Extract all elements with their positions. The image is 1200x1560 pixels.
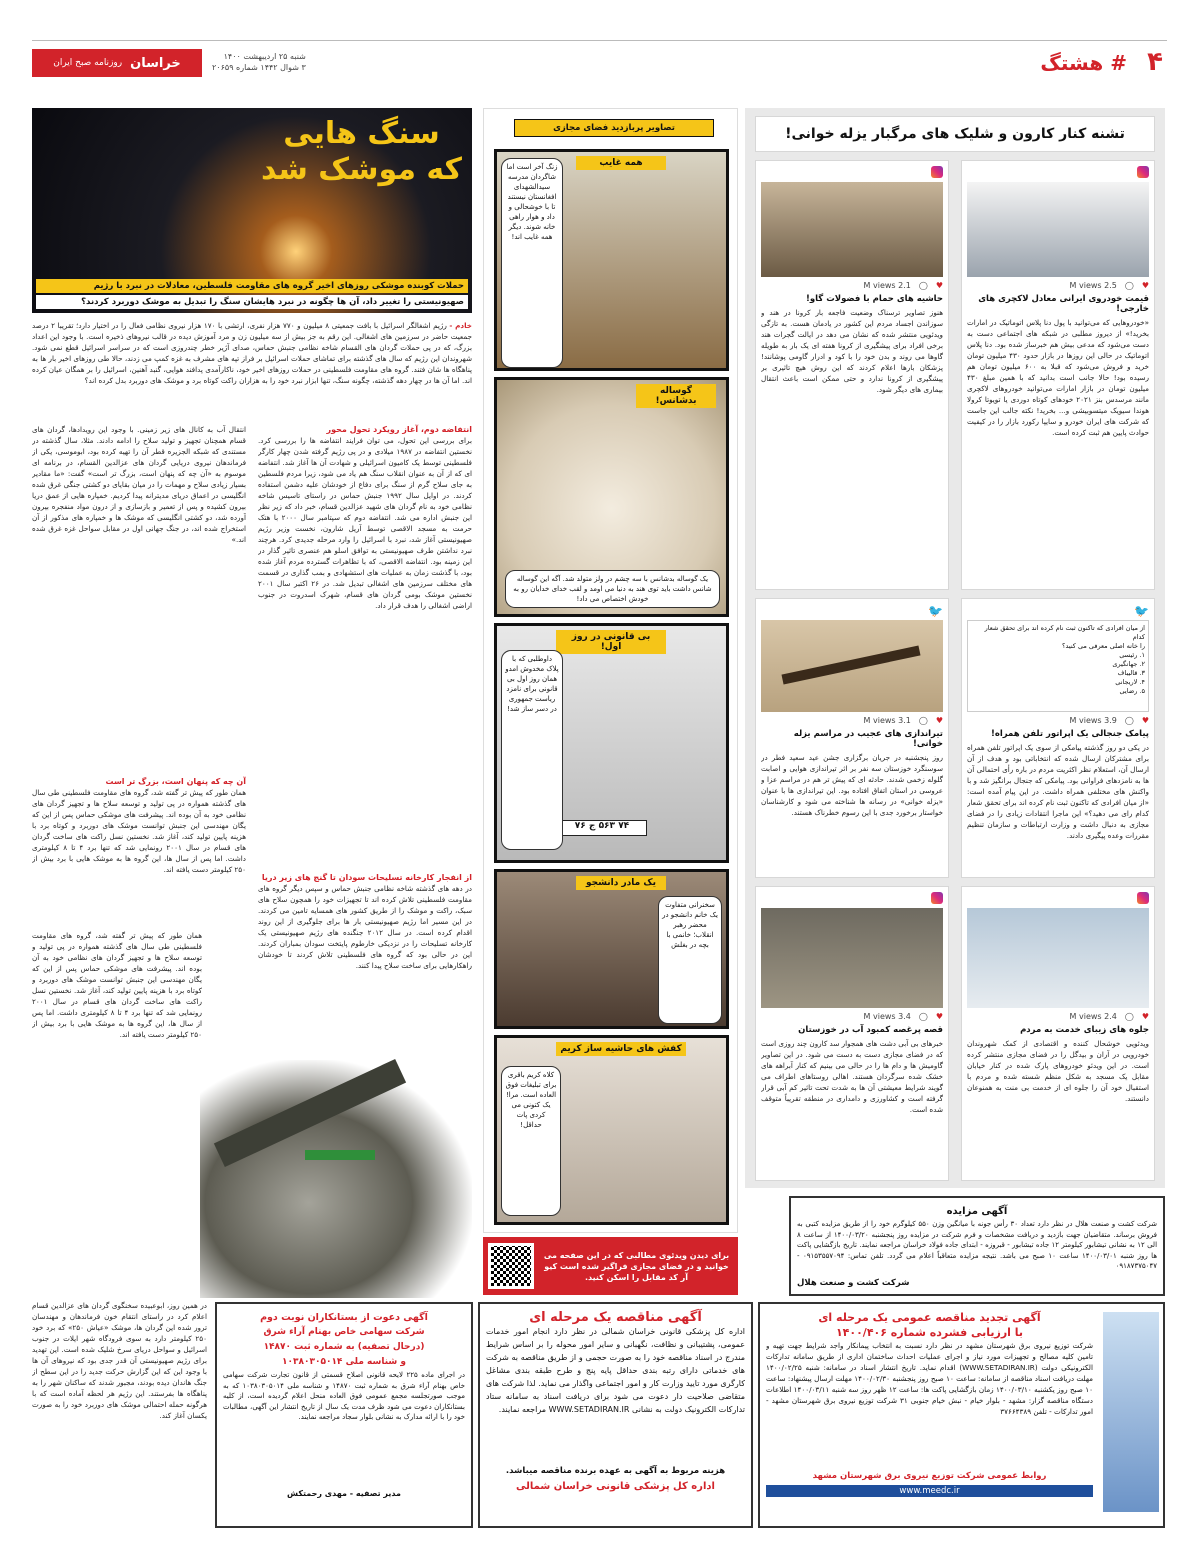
panel-title: کفش های حاشیه ساز کریم — [556, 1042, 686, 1056]
hashtag-title: تشنه کنار کارون و شلیک های مرگبار یزله خوانی! — [755, 116, 1155, 152]
tweet-card: از میان افرادی که تاکنون ثبت نام کرده اند برای تحقق شعار کدام را خانه اصلی معرفی می کنید؟ ۱. رئیسی ۲. جهانگیری ۳. قالیباف ۴. لاریجانی ۵. رضایی — [967, 620, 1149, 712]
panel-karim-shoes — [494, 1035, 729, 1225]
feature-col-right-2: از انفجار کارخانه تسلیحات سودان تا گنج های زیر دریا در دهه های گذشته شاخه نظامی جنبش حماس و سپس دیگر گروه های مقاومت فلسطینی تلاش کرده اند تا تجهیزات خود را همچون سلاح های سبک، راکت و موشک را از طریق کشور های همسایه تامین می کردند. در این مسیر اما رژیم صهیونیستی بار ها برای جلوگیری از این روند اقدام کرده است. در سال ۲۰۱۲ جنگنده های رژیم صهیونیستی یک کارخانه تسلیحات را در نزدیکی خارطوم پایتخت سودان بمباران کردند. این در حالی بود که گروه های فلسطینی تلاش کردند تا خودشان راهکارهایی برای ساخت سلاح پیدا کنند. — [258, 873, 472, 970]
qr-code-icon[interactable] — [488, 1243, 534, 1289]
instagram-icon — [1137, 892, 1149, 904]
panel-absent-students — [494, 149, 729, 371]
comment-icon[interactable]: ◯ — [918, 281, 928, 290]
license-plate: ۷۴ ۵۶۳ ج ۷۶ — [557, 820, 647, 836]
speech-bubble: زنگ آخر است اما شاگردان مدرسه سیدالشهدای افغانستان نیستند تا با خوشحالی و داد و هوار راهی خانه شوند. دیگر همه غایب اند! — [501, 158, 563, 368]
comment-icon[interactable]: ◯ — [918, 1012, 928, 1021]
panel-student-mother — [494, 869, 729, 1029]
heart-icon[interactable]: ♥ — [1141, 1012, 1149, 1021]
ad-auction: آگهی مزایده شرکت کشت و صنعت هلال در نظر دارد تعداد ۳۰ رأس جونه با میانگین وزن ۵۵۰ کیلوگرم خود را از طریق مزایده کتبی به فروش برساند. متقاضیان جهت بازدید و دریافت مشخصات و فرم شرکت در مزایده روز پنجشنبه ۱۴۰۰/۰۳/۲۰ از ساعت ۸ الی ۱۲ به نشانی تیشابور کیلومتر ۱۲ جاده تیشابور - قبروزه - ابتدای جاده فولاد خراسان مراجعه نمایند. تاریخ بازگشایی پاکت ها روز شنبه ۱۴۰۰/۰۳/۰۱ ساعت ۱۰ صبح می باشد. نتیجه مزایده متعاقباً اعلام می گردد. تلفن تماس: ۰۹۱۵۳۵۵۷۰۹۴ - ۰۹۱۸۷۳۷۵۰۴۷ شرکت کشت و صنعت هلال — [789, 1196, 1165, 1296]
instagram-icon — [931, 166, 943, 178]
speech-bubble: داوطلبی که با پلاک مخدوش امدو همان روز اول بی قانونی برای نامزد ریاست جمهوری در دسر ساز شد! — [501, 650, 563, 850]
headband — [305, 1150, 375, 1160]
post-sms — [961, 598, 1155, 878]
post-shooting — [755, 598, 949, 878]
feature-col-right: انتفاضه دوم، آغاز رویکرد تحول محور برای بررسی این تحول، می توان فرایند انتفاضه ها را بررسی کرد. نخستین انتفاضه در ۱۹۸۷ میلادی و در پی رژیم گرفته شدن چهار کارگر فلسطینی توسط یک کامیون اسرائیلی و شهادت آن ها آغاز شد. انتفاضه ای که از آن به عنوان انقلاب سنگ هم یاد می شود، زیرا مردم فلسطین به جای سلاح گرم از سنگ برای دفاع از خودشان علیه دشمن استفاده کردند. در اوایل سال ۱۹۹۲ جنبش حماس در راستای تاسیس شاخه نظامی خود به نام گردان های شهید عزالدین قسام، خبر داد که زیر نظر این جنبش اداره می شد. انتفاضه دوم که سپتامبر سال ۲۰۰۰ با هتک حرمت به مسجد الاقصی توسط آریل شارون، نخست وزیر رژیم صهیونیستی آغاز شد، نبرد با اسرائیل را وارد مرحله جدیدی کرد. هرچند نبرد نداشتن طرف صهیونیستی به توافق اسلو هم عنصری تاثیر گذار در این زمینه بود. انتفاضه الاقصی، که با تظاهرات گسترده مردم آغاز شده بود، با گذشت زمان به عملیات های استشهادی و بمب گذاری در قسمت های مختلف سرزمین های اشغالی تبدیل شد. در ۲۶ اکتبر سال ۲۰۰۱ نخستین موشک بومی گردان های قسام، شهرک اسدروت در جنوب اراضی اشغالی را هدف قرار داد. — [258, 425, 472, 610]
feature-col-left-3: همان طور که پیش تر گفته شد، گروه های مقاومت فلسطینی طی سال های گذشته همواره در پی تولید و توسعه سلاح ها و تجهیز گردان های نظامی خود به آن بوده اند. پیشرفت های موشکی حماس پس از این که یگان مهندسی این جنبش توانست موشک های دوربرد و کوتاه برد با هزینه پایین تولید کند، آغاز شد. نخستین نسل راکت های ساخت گردان های قسام در سال ۲۰۰۱ رونمایی شد که تنها برد ۴ تا ۸ کیلومتری داشت. اما پس از سال ها، این گروه ها به موشک هایی با برد بیش از ۲۵۰ کیلومتر دست یافته اند. — [32, 931, 202, 1039]
post-khuzestan-water — [755, 886, 949, 1181]
panel-three-eyed-calf — [494, 377, 729, 617]
post-car-prices — [961, 160, 1155, 590]
ad-forensic-tender: آگهی مناقصه یک مرحله ای اداره کل پزشکی قانونی خراسان شمالی در نظر دارد انجام امور خدمات عمومی، پشتیبانی و نظافت، نگهبانی و سایر امور محوله را بر اساس شرایط مندرج در اسناد مناقصه خود را به صورت حجمی و از طریق مناقصه به شرکت های خدماتی دارای رتبه بندی حداقل پایه پنج و طرح طبقه بندی مشاغل کارگری مورد تایید وزارت کار و امور اجتماعی واگذار می نماید. لذا شرکت های متقاضی صلاحیت دار دعوت می شود برای دریافت اسناد به سامانه ستاد تدارکات الکترونیک دولت به نشانی WWW.SETADIRAN.IR مراجعه نمایند. هزینه مربوط به آگهی به عهده برنده مناقصه میباشد. اداره کل پزشکی قانونی خراسان شمالی — [478, 1302, 753, 1528]
speech-bubble: سخنرانی متفاوت یک خانم دانشجو در محضر رهبر انقلاب؛ خانمی با بچه در بغلش — [658, 896, 722, 1024]
panel-title: همه غایب — [576, 156, 666, 170]
heart-icon[interactable]: ♥ — [1141, 281, 1149, 290]
post-heading: پیامک جنجالی یک اپراتور تلفن همراه! — [990, 729, 1149, 739]
feature-photo — [32, 108, 472, 313]
post-heading: قیمت خودروی ایرانی معادل لاکچری های خارجی! — [978, 294, 1149, 314]
comment-icon[interactable]: ◯ — [1124, 1012, 1134, 1021]
parked-cars-photo — [967, 908, 1149, 1008]
ad-power-tender: آگهی تجدید مناقصه عمومی یک مرحله ای با ارزیابی فشرده شماره ۱۴۰۰/۴۰۶ شرکت توزیع نیروی برق شهرستان مشهد در نظر دارد نسبت به انتخاب پیمانکار واجد شرایط جهت تهیه و تامین کلیه مصالح و تجهیزات مورد نیاز و اجرای عملیات احداث ساختمان اداری از طریق سامانه تدارکات الکترونیکی دولت (WWW.SETADIRAN.IR) اقدام نماید. تاریخ انتشار اسناد در سامانه: شنبه ۱۴۰۰/۰۲/۲۵ مهلت دریافت اسناد مناقصه از سامانه: ساعت ۱۰ صبح روز پنجشنبه ۱۴۰۰/۰۲/۳۰ مهلت ارسال پیشنهاد: ساعت ۱۰ صبح روز یکشنبه ۱۴۰۰/۰۳/۱۰ زمان بازگشایی پاکت ها: ساعت ۱۲ ظهر روز سه شنبه ۱۴۰۰/۰۳/۱۱ اطلاعات دستگاه مناقصه گزار: مشهد - بلوار خیام - نبش خیام جنوبی ۳۱ شرکت توزیع نیروی برق شهرستان مشهد - امور تدارکات - تلفن ۳۷۶۶۴۳۸۹ روابط عمومی شرکت توزیع نیروی برق شهرستان مشهد www.meedc.ir — [758, 1302, 1165, 1528]
twitter-icon: 🐦 — [928, 604, 943, 618]
qr-text: برای دیدن ویدئوی مطالبی که در این صفحه می خوانید و در فضای مجازی فراگیر شده است کیو آر کد مقابل را اسکن کنید. — [543, 1250, 730, 1282]
post-body: خبرهای بی آبی دشت های همجوار سد کارون چند روزی است که در فضای مجازی دست به دست می شود. در این تصاویر گاومیش ها و دام ها را در حالی می بینیم که کنار آبراهه های خشک شده سرگردان هستند. اهالی روستاهای اطراف می گویند شرایط معیشتی آن ها به شدت تحت تاثیر کم آبی قرار گرفته است و کشاورزی و دامداری در منطقه تقریباً متوقف شده است. — [761, 1039, 943, 1114]
issue-date: شنبه ۲۵ اردیبهشت ۱۴۰۰ ۳ شوال ۱۴۴۲ شماره ۲۰۶۵۹ — [212, 52, 306, 72]
post-heading: جلوه های زیبای خدمت به مردم — [1020, 1025, 1149, 1035]
paper-name: خراسان — [130, 55, 181, 71]
hashtag-panel — [745, 108, 1165, 1188]
paper-subtitle: روزنامه صبح ایران — [53, 58, 123, 68]
masthead — [32, 40, 1167, 80]
heart-icon[interactable]: ♥ — [935, 1012, 943, 1021]
post-heading: تیراندازی های عجیب در مراسم یزله خوانی! — [793, 729, 943, 749]
post-stats: ♥ ◯ 2.4 M views — [1069, 1012, 1149, 1021]
post-body: در یکی دو روز گذشته پیامکی از سوی یک اپراتور تلفن همراه برای مشترکان ارسال شده که انتخاباتی بود و هدف از آن ارسال آن، استعلام نظر اکثریت مردم در باره رأی احتمالی آن ها به نامزدهای فراوانی بود. پیامکی که جنجال برانگیز شد و با واکنش های مختلفی همراه داشت. در این پیام آمده است: «از میان افرادی که تاکنون ثبت نام کرده اند برای تحقق شعار کدام رای می دهید؟» این ماجرا انتقادات زیادی را در فضای مجازی به دنبال داشت و وزارت ارتباطات و سازمان تنظیم مقررات وعده پیگیری دادند. — [967, 743, 1149, 840]
shrine-graphic — [1103, 1312, 1159, 1512]
comment-icon[interactable]: ◯ — [1124, 716, 1134, 725]
feature-title: سنگ هایی که موشک شد — [261, 116, 462, 187]
panel-title: بی قانونی در روز اول! — [556, 630, 666, 654]
website-link[interactable]: www.meedc.ir — [766, 1485, 1093, 1497]
post-stats: ♥ ◯ 3.1 M views — [863, 716, 943, 725]
qr-banner — [483, 1237, 738, 1295]
post-car-wash — [961, 886, 1155, 1181]
post-stats: ♥ ◯ 2.5 M views — [1069, 281, 1149, 290]
comment-icon[interactable]: ◯ — [1124, 281, 1134, 290]
post-stats: ♥ ◯ 3.4 M views — [863, 1012, 943, 1021]
heart-icon[interactable]: ♥ — [935, 716, 943, 725]
subheading: آن چه که پنهان است، بزرگ تر است — [105, 777, 246, 786]
post-stats: ♥ ◯ 2.1 M views — [863, 281, 943, 290]
fighter-photo — [200, 1060, 472, 1298]
cow-bath-photo — [761, 182, 943, 277]
panel-title: گوساله بدشانس! — [636, 384, 716, 408]
comic-strip — [483, 108, 738, 1233]
post-body: «خودروهایی که می‌توانید با پول دنا پلاس اتوماتیک در امارات بخرید!» از دیروز مطلبی در شبکه های اجتماعی دست به دست می‌شود که مدعی بیش هم خبرساز شده بود. دنا پلاس اتوماتیک در حالی این روزها در بازار حدود ۴۳۰ میلیون تومان خرید و فروش می‌شود که قبلا به ۶۰۰ میلیون تومان هم رسیده بود! حالا جانب است بدانید که با همین مبلغ ۴۳۰ میلیون تومان در بازار امارات می‌توانید خودروهای لاکچری مانند مرسدس بنز ۲۰۲۱ خودهای کوتاه دوردی یا تویوتا کرولا هوندا سیویک میتسوبیشی و... بخرید! نکته جالب این جاست که شرکت های ایران خودرو و سایپا رکورد بازار را در کیفیت حوادث پایین هم ثبت کرده است. — [967, 318, 1149, 437]
post-stats: ♥ ◯ 3.9 M views — [1069, 716, 1149, 725]
post-heading: حاشیه های حمام با فضولات گاو! — [805, 294, 943, 304]
instagram-icon — [1137, 166, 1149, 178]
comment-icon[interactable]: ◯ — [918, 716, 928, 725]
post-body: هنوز تصاویر ترسناک وضعیت فاجعه بار کرونا در هند و سوزاندن اجساد مردم این کشور در یادمان هست. به تازگی ویدئویی منتشر شده که نشان می دهد در ایالت گجرات هند برخی افراد برای پیشگیری از کرونا هفته ای یک بار به طویله گاوها می روند و بدن خود را با کود و ادرار گاومی پوشانند! پزشکان بارها اعلام کردند که این روش هیچ تاثیری بر پیشگیری از کرونا ندارد و حتی ممکن است باعث انتقال بیماری های دیگر شود. — [761, 308, 943, 394]
panel-obscured-plate — [494, 623, 729, 863]
subheading: انتفاضه دوم، آغاز رویکرد تحول محور — [326, 425, 472, 434]
speech-bubble: کلاه کریم باقری برای تبلیغات فوق العاده است. مرا! یک کتونی می کردی پات حداقل! — [501, 1066, 561, 1216]
post-heading: قصه پرغصه کمبود آب در خوزستان — [798, 1025, 943, 1035]
paper-logo — [32, 49, 202, 77]
feature-lead: خادم - رژیم اشغالگر اسرائیل با بافت جمعیتی ۸ میلیون و ۷۷۰ هزار نفری، ارتشی با ۱۷۰ هزار نیروی نظامی فعال را در اختیار دارد؛ تقریبا ۲ درصد جمعیت حاضر در سرزمین های اشغالی. این رقم به جز بیش از سه میلیون زن و مرد آموزش دیده در قالب نیروهای ذخیره است. با وجود این اعداد بزرگ، که در پی حملات گردان های القسام شاخه نظامی جنبش حماس، صدای آژیر خطر چندروزی است که در سراسر اسرائیل قطع نمی شود. شهروندان این رژیم که سال های گذشته برای تماشای حملات اسرائیل بر فراز تپه های مشرف به غزه کمپ می زدند، حالا طی روزهای اخیر بار ها به پناهگاه ها شان فتند. گروه های مقاومت فلسطینی در حملات روزهای اخیر خود، ناکارآمدی پدافند هوایی، گنبد آهنین، اسرائیل را بر همگان عیان کرده اند. اما آن ها در چهار دهه گذشته، چگونه سنگ، تنها ابزار نبرد خود را به هزاران راکت کوتاه برد و موشک های دوربرد بدل کرده اند؟ — [32, 321, 472, 385]
page-number: ۴ — [1147, 47, 1163, 77]
cars-photo — [967, 182, 1149, 277]
comic-header: تصاویر پربازدید فضای مجازی — [514, 119, 714, 137]
feature-col-bottom: در همین روز، ابوعبیده سخنگوی گردان های عزالدین قسام اعلام کرد در راستای انتقام خون فرماندهان و مهندسان ترور شده این گردان ها، موشک «عیاش ۲۵۰» که برد خود ۲۵۰ کیلومتر دارد به سوی فرودگاه شهر ایلات در جنوب اسرائیل و سواحل دریای سرخ شلیک شده است. این تهدید برای رژیم صهیونیستی آن قدر جدی بود که نیروهای آن ها با وجود این که این گزارش حرکت جدید را در این سطح از جنگ هاندان دیده بودند، مجبور شدند که ساکنان شهر را به پناهگاه ها بفرستند. این رژیم هر لحظه آماده است که با هرگونه حمله احتمالی موشک های دوربرد خود را به صورت یکسان آغاز کند. — [32, 1301, 207, 1420]
rifle-photo — [761, 620, 943, 712]
panel-title: یک مادر دانشجو — [576, 876, 666, 890]
feature-col-left: انتقال آب به کانال های زیر زمینی. با وجود این رویدادها، گردان های قسام همچنان تجهیز و تولید سلاح را ادامه دادند. مثلا، سال گذشته در مستندی که شبکه الجزیره قطر آن را تهیه کرده بود، ابوموسی، یکی از فرماندهان نیروی دریایی گردان های عزالدین القسام، در برنامه ای موسوم به «آن چه که پنهان است، بزرگ تر است» گفت: «ما مقادیر بسیار زیادی سلاح و مهمات را در میان بقایای دو کشتی جنگی غرق شده انگلیسی در اعماق دریای مدیترانه پیدا کردیم. خمپاره هایی از عمق دریا بیرون کشیده و پس از تعمیر و بازسازی و از درون مواد منفجره بیرون آورده شد، دو کشتی انگلیسی که موشک ها و خمپاره های مذکور از آن استخراج شده اند، در جنگ جهانی اول در مقابل سواحل غزه غرق شده اند.» — [32, 425, 246, 544]
post-body: روز پنجشنبه در جریان برگزاری جشن عید سعید فطر در سوسنگرد خوزستان سه نفر بر اثر تیراندازی هوایی و اصابت گلوله زخمی شدند. حادثه ای که پیش تر هم در مراسم عزا و عروسی در استان اتفاق افتاده بود. این تیراندازی ها با عنوان «یزله خوانی» در رسانه ها شناخته می شود و کارشناسان خواستار برخورد جدی با این رسوم خطرناک هستند. — [761, 753, 943, 817]
heart-icon[interactable]: ♥ — [935, 281, 943, 290]
post-cow-bath — [755, 160, 949, 590]
subheading: از انفجار کارخانه تسلیحات سودان تا گنج های زیر دریا — [261, 873, 472, 882]
post-body: ویدئویی خوشحال کننده و اقتصادی از کمک شهروندان خودرویی در آران و بیدگل را در فضای مجازی منتشر کرده است. در این ویدئو خودروهای پارک شده در کنار خیابان مقابل یک مسجد به شکل منظم شسته شده و مردم با استقبال خود آن را جلوه ای از خدمت بی منت به همنوعان دانستند. — [967, 1039, 1149, 1103]
feature-caption: حملات کوبنده موشکی روزهای اخیر گروه های مقاومت فلسطین، معادلات در نبرد با رژیم صهیونیستی را تغییر داد، آن ها چگونه در نبرد هایشان سنگ را تبدیل به موشک دوربرد کردند؟ — [36, 279, 468, 309]
feature-col-left-2: آن چه که پنهان است، بزرگ تر است همان طور که پیش تر گفته شد، گروه های مقاومت فلسطینی طی سال های گذشته همواره در پی تولید و توسعه سلاح ها و تجهیز گردان های نظامی خود به آن بوده اند. پیشرفت های موشکی حماس پس از این که یگان مهندسی این جنبش توانست موشک های دوربرد و کوتاه برد با هزینه پایین تولید کند، آغاز شد. نخستین نسل راکت های ساخت گردان های قسام در سال ۲۰۰۱ رونمایی شد که تنها برد ۴ تا ۸ کیلومتری داشت. اما پس از سال ها، این گروه ها به موشک هایی با برد بیش از ۲۵۰ کیلومتر دست یافته اند. — [32, 777, 246, 874]
section-title: # هشتگ — [1040, 51, 1127, 75]
instagram-icon — [931, 892, 943, 904]
speech-bubble: یک گوساله بدشانس با سه چشم در ولز متولد شد. آگه این گوساله شانس داشت باید توی هند به دنیا می اومد و لقب خدای خدایان رو به خودش اختصاص می داد! — [505, 570, 720, 608]
buffalo-photo — [761, 908, 943, 1008]
heart-icon[interactable]: ♥ — [1141, 716, 1149, 725]
twitter-icon: 🐦 — [1134, 604, 1149, 618]
ad-creditors: آگهی دعوت از بستانکاران نوبت دوم شرکت سهامی خاص بهنام آراء شرق (درحال تصفیه) به شماره ثبت ۱۴۸۷۰ و شناسه ملی ۱۰۳۸۰۳۰۵۰۱۴ در اجرای ماده ۲۲۵ لایحه قانونی اصلاح قسمتی از قانون تجارت شرکت سهامی خاص بهنام آراء شرق به شماره ثبت ۱۴۸۷۰ و شناسه ملی ۱۰۳۸۰۳۰۵۰۱۴ که به موجب صورتجلسه مجمع عمومی فوق العاده منحل اعلام گردیده است، از کلیه بستانکاران دعوت می شود ظرف مدت یک سال از تاریخ انتشار این آگهی، مطالبات خود را با ارائه مدارک به نشانی بلوار سجاد مراجعه نمایند. مدیر تصفیه - مهدی رحمتکش — [215, 1302, 473, 1528]
